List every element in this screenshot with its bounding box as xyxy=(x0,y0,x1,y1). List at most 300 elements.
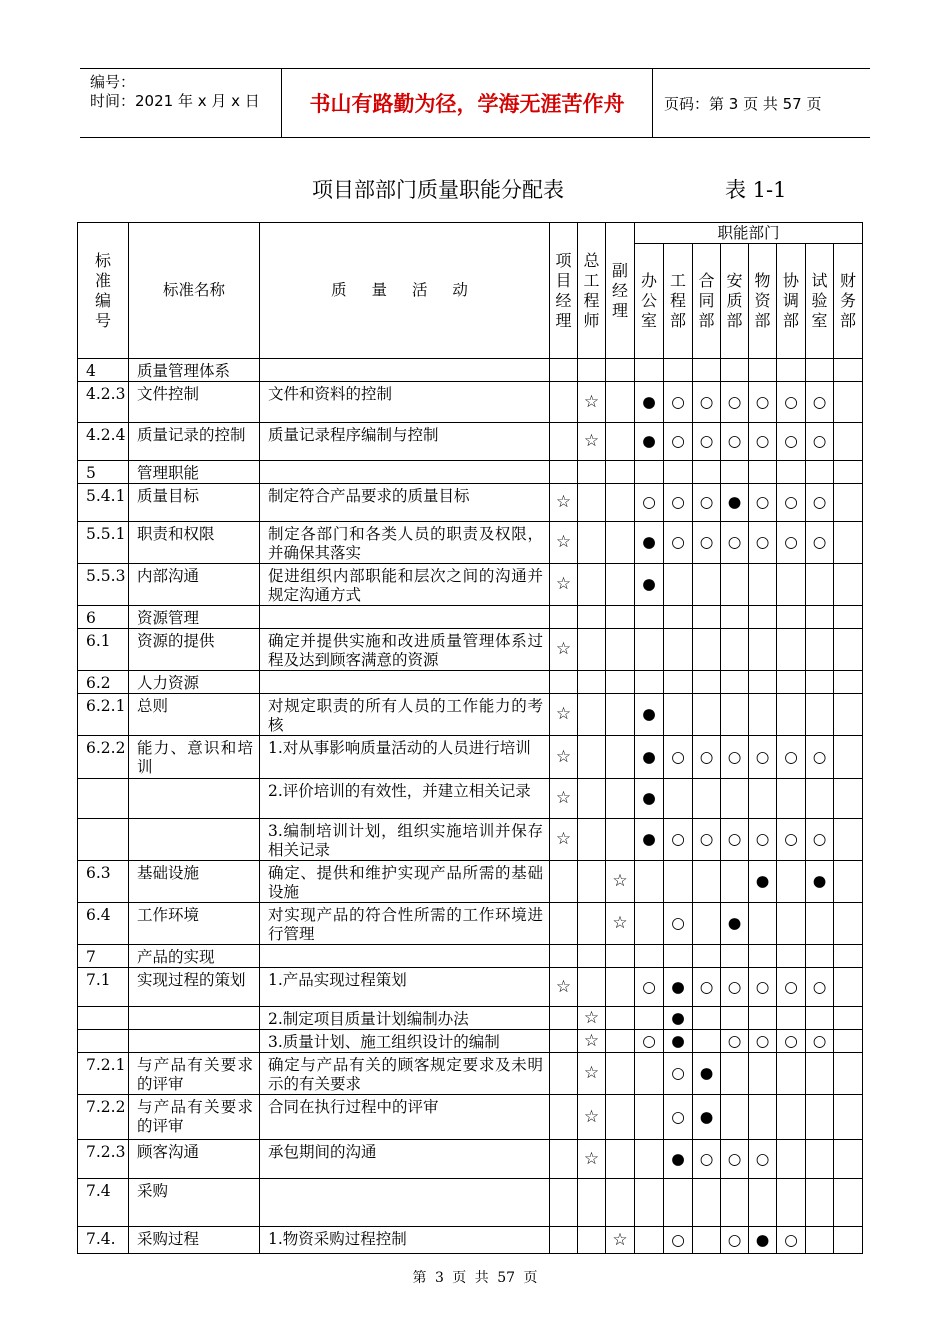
mark-cell xyxy=(606,779,635,819)
open-circle-mark: ○ xyxy=(693,736,721,779)
std-name: 与产品有关要求的评审 xyxy=(129,1053,260,1095)
star-mark: ☆ xyxy=(550,779,578,819)
mark-cell xyxy=(606,968,635,1007)
filled-circle-mark: ● xyxy=(635,423,664,461)
mark-cell xyxy=(578,1227,606,1254)
mark-cell xyxy=(606,522,635,564)
mark-cell xyxy=(749,945,777,968)
mark-cell xyxy=(635,1140,664,1179)
mark-cell xyxy=(578,484,606,522)
open-circle-mark: ○ xyxy=(721,968,749,1007)
quality-activity: 1.产品实现过程策划 xyxy=(260,968,550,1007)
open-circle-mark: ○ xyxy=(721,1227,749,1254)
open-circle-mark: ○ xyxy=(749,484,777,522)
std-name: 质量记录的控制 xyxy=(129,423,260,461)
mark-cell xyxy=(749,564,777,606)
star-mark: ☆ xyxy=(550,819,578,861)
std-no: 7.2.3 xyxy=(78,1140,129,1179)
mark-cell xyxy=(806,671,834,694)
mark-cell xyxy=(550,1095,578,1140)
mark-cell xyxy=(550,1227,578,1254)
table-row xyxy=(78,629,863,671)
header-dept: 财务部 xyxy=(834,244,863,359)
mark-cell xyxy=(721,861,749,903)
table-row xyxy=(78,1007,863,1030)
filled-circle-mark: ● xyxy=(693,1095,721,1140)
open-circle-mark: ○ xyxy=(693,968,721,1007)
mark-cell xyxy=(635,1227,664,1254)
quality-activity: 质量记录程序编制与控制 xyxy=(260,423,550,461)
table-row xyxy=(78,522,863,564)
mark-cell xyxy=(834,903,863,945)
std-no: 5 xyxy=(78,461,129,484)
mark-cell xyxy=(693,629,721,671)
mark-cell xyxy=(749,359,777,382)
quality-activity: 2.制定项目质量计划编制办法 xyxy=(260,1007,550,1030)
mark-cell xyxy=(578,629,606,671)
table-row xyxy=(78,484,863,522)
mark-cell xyxy=(635,861,664,903)
document-title: 项目部部门质量职能分配表 xyxy=(312,178,564,202)
open-circle-mark: ○ xyxy=(806,382,834,423)
table-row xyxy=(78,968,863,1007)
mark-cell xyxy=(749,1179,777,1227)
table-row xyxy=(78,1053,863,1095)
mark-cell xyxy=(606,423,635,461)
mark-cell xyxy=(693,359,721,382)
std-name: 能力、意识和培训 xyxy=(129,736,260,779)
header-dept: 物资部 xyxy=(749,244,777,359)
table-row xyxy=(78,564,863,606)
open-circle-mark: ○ xyxy=(806,736,834,779)
std-no: 6.2.2 xyxy=(78,736,129,779)
mark-cell xyxy=(806,694,834,736)
quality-activity: 2.评价培训的有效性，并建立相关记录 xyxy=(260,779,550,819)
mark-cell xyxy=(693,1007,721,1030)
header-dept: 合同部 xyxy=(693,244,721,359)
mark-cell xyxy=(550,1030,578,1053)
star-mark: ☆ xyxy=(578,1140,606,1179)
filled-circle-mark: ● xyxy=(635,736,664,779)
mark-cell xyxy=(550,1053,578,1095)
mark-cell xyxy=(777,629,806,671)
std-no: 7.4 xyxy=(78,1179,129,1227)
mark-cell xyxy=(550,423,578,461)
mark-cell xyxy=(693,861,721,903)
mark-cell xyxy=(635,629,664,671)
quality-activity: 制定各部门和各类人员的职责及权限，并确保其落实 xyxy=(260,522,550,564)
mark-cell xyxy=(664,629,693,671)
std-name: 资源的提供 xyxy=(129,629,260,671)
std-no: 4.2.3 xyxy=(78,382,129,423)
mark-cell xyxy=(834,671,863,694)
mark-cell xyxy=(777,1095,806,1140)
filled-circle-mark: ● xyxy=(635,779,664,819)
mark-cell xyxy=(777,694,806,736)
open-circle-mark: ○ xyxy=(749,522,777,564)
std-no: 6 xyxy=(78,606,129,629)
quality-activity: 承包期间的沟通 xyxy=(260,1140,550,1179)
table-row xyxy=(78,945,863,968)
mark-cell xyxy=(834,484,863,522)
mark-cell xyxy=(578,819,606,861)
std-no: 6.4 xyxy=(78,903,129,945)
mark-cell xyxy=(578,736,606,779)
table-row xyxy=(78,779,863,819)
mark-cell xyxy=(578,694,606,736)
table-row xyxy=(78,606,863,629)
quality-activity: 合同在执行过程中的评审 xyxy=(260,1095,550,1140)
std-name: 实现过程的策划 xyxy=(129,968,260,1007)
mark-cell xyxy=(664,1179,693,1227)
std-name: 文件控制 xyxy=(129,382,260,423)
quality-activity: 促进组织内部职能和层次之间的沟通并规定沟通方式 xyxy=(260,564,550,606)
filled-circle-mark: ● xyxy=(749,861,777,903)
std-name: 工作环境 xyxy=(129,903,260,945)
mark-cell xyxy=(721,1053,749,1095)
mark-cell xyxy=(606,736,635,779)
mark-cell xyxy=(578,564,606,606)
header-info xyxy=(80,69,282,137)
filled-circle-mark: ● xyxy=(806,861,834,903)
mark-cell xyxy=(749,694,777,736)
mark-cell xyxy=(749,903,777,945)
quality-activity xyxy=(260,1179,550,1227)
mark-cell xyxy=(664,671,693,694)
mark-cell xyxy=(721,945,749,968)
open-circle-mark: ○ xyxy=(777,484,806,522)
quality-activity: 确定、提供和维护实现产品所需的基础设施 xyxy=(260,861,550,903)
star-mark: ☆ xyxy=(550,522,578,564)
open-circle-mark: ○ xyxy=(721,382,749,423)
mark-cell xyxy=(693,461,721,484)
mark-cell xyxy=(806,359,834,382)
mark-cell xyxy=(664,945,693,968)
table-row xyxy=(78,694,863,736)
mark-cell xyxy=(664,861,693,903)
header-std-name: 标准名称 xyxy=(129,223,260,359)
mark-cell xyxy=(721,564,749,606)
header-std-no: 标准编号 xyxy=(78,223,129,359)
mark-cell xyxy=(721,359,749,382)
header-role: 项目经理 xyxy=(550,223,578,359)
table-row xyxy=(78,671,863,694)
filled-circle-mark: ● xyxy=(721,903,749,945)
open-circle-mark: ○ xyxy=(777,1030,806,1053)
mark-cell xyxy=(834,629,863,671)
quality-activity: 1.对从事影响质量活动的人员进行培训 xyxy=(260,736,550,779)
mark-cell xyxy=(664,606,693,629)
star-mark: ☆ xyxy=(550,736,578,779)
mark-cell xyxy=(606,1007,635,1030)
std-no: 7 xyxy=(78,945,129,968)
mark-cell xyxy=(806,1095,834,1140)
code-label: 编号： xyxy=(90,73,136,91)
mark-cell xyxy=(806,1179,834,1227)
mark-cell xyxy=(721,671,749,694)
header-dept-group: 职能部门 xyxy=(635,223,863,244)
mark-cell xyxy=(834,968,863,1007)
mark-cell xyxy=(834,522,863,564)
table-row xyxy=(78,903,863,945)
mark-cell xyxy=(664,779,693,819)
table-row xyxy=(78,359,863,382)
mark-cell xyxy=(806,1007,834,1030)
open-circle-mark: ○ xyxy=(806,1030,834,1053)
std-name xyxy=(129,1030,260,1053)
open-circle-mark: ○ xyxy=(664,1095,693,1140)
star-mark: ☆ xyxy=(550,694,578,736)
open-circle-mark: ○ xyxy=(749,968,777,1007)
std-no: 7.2.2 xyxy=(78,1095,129,1140)
mark-cell xyxy=(749,1053,777,1095)
std-no: 6.1 xyxy=(78,629,129,671)
star-mark: ☆ xyxy=(578,382,606,423)
std-no: 4 xyxy=(78,359,129,382)
mark-cell xyxy=(777,564,806,606)
open-circle-mark: ○ xyxy=(749,1030,777,1053)
mark-cell xyxy=(550,1007,578,1030)
open-circle-mark: ○ xyxy=(693,382,721,423)
mark-cell xyxy=(606,1095,635,1140)
quality-activity: 确定并提供实施和改进质量管理体系过程及达到顾客满意的资源 xyxy=(260,629,550,671)
star-mark: ☆ xyxy=(550,484,578,522)
std-name: 采购过程 xyxy=(129,1227,260,1254)
mark-cell xyxy=(635,671,664,694)
header-dept: 协调部 xyxy=(777,244,806,359)
mark-cell xyxy=(664,461,693,484)
mark-cell xyxy=(606,819,635,861)
open-circle-mark: ○ xyxy=(721,819,749,861)
std-name xyxy=(129,819,260,861)
std-no: 6.2 xyxy=(78,671,129,694)
star-mark: ☆ xyxy=(578,423,606,461)
mark-cell xyxy=(550,861,578,903)
mark-cell xyxy=(834,1095,863,1140)
mark-cell xyxy=(834,1007,863,1030)
open-circle-mark: ○ xyxy=(664,423,693,461)
mark-cell xyxy=(550,359,578,382)
open-circle-mark: ○ xyxy=(749,736,777,779)
std-name: 基础设施 xyxy=(129,861,260,903)
mark-cell xyxy=(635,1095,664,1140)
open-circle-mark: ○ xyxy=(721,1140,749,1179)
mark-cell xyxy=(693,779,721,819)
mark-cell xyxy=(834,564,863,606)
table-row xyxy=(78,861,863,903)
star-mark: ☆ xyxy=(550,629,578,671)
open-circle-mark: ○ xyxy=(777,968,806,1007)
page-header xyxy=(80,68,870,138)
mark-cell xyxy=(578,861,606,903)
mark-cell xyxy=(721,606,749,629)
filled-circle-mark: ● xyxy=(635,694,664,736)
table-number: 表 1-1 xyxy=(725,178,787,202)
filled-circle-mark: ● xyxy=(749,1227,777,1254)
mark-cell xyxy=(834,861,863,903)
filled-circle-mark: ● xyxy=(693,1053,721,1095)
open-circle-mark: ○ xyxy=(664,1227,693,1254)
mark-cell xyxy=(635,461,664,484)
mark-cell xyxy=(834,819,863,861)
mark-cell xyxy=(806,1140,834,1179)
header-activity: 质 量 活 动 xyxy=(260,223,550,359)
mark-cell xyxy=(664,694,693,736)
mark-cell xyxy=(834,359,863,382)
std-name: 人力资源 xyxy=(129,671,260,694)
star-mark: ☆ xyxy=(578,1007,606,1030)
mark-cell xyxy=(550,1140,578,1179)
mark-cell xyxy=(777,903,806,945)
quality-activity xyxy=(260,461,550,484)
mark-cell xyxy=(664,564,693,606)
mark-cell xyxy=(578,945,606,968)
mark-cell xyxy=(834,1140,863,1179)
open-circle-mark: ○ xyxy=(664,522,693,564)
std-no: 6.2.1 xyxy=(78,694,129,736)
open-circle-mark: ○ xyxy=(721,423,749,461)
mark-cell xyxy=(606,1179,635,1227)
mark-cell xyxy=(777,1007,806,1030)
mark-cell xyxy=(578,606,606,629)
filled-circle-mark: ● xyxy=(664,1007,693,1030)
std-name: 职责和权限 xyxy=(129,522,260,564)
mark-cell xyxy=(550,382,578,423)
mark-cell xyxy=(693,945,721,968)
mark-cell xyxy=(721,1007,749,1030)
mark-cell xyxy=(606,484,635,522)
mark-cell xyxy=(777,861,806,903)
mark-cell xyxy=(834,382,863,423)
open-circle-mark: ○ xyxy=(635,484,664,522)
filled-circle-mark: ● xyxy=(664,968,693,1007)
std-name: 与产品有关要求的评审 xyxy=(129,1095,260,1140)
mark-cell xyxy=(606,564,635,606)
mark-cell xyxy=(693,564,721,606)
open-circle-mark: ○ xyxy=(777,819,806,861)
mark-cell xyxy=(693,671,721,694)
mark-cell xyxy=(693,1030,721,1053)
open-circle-mark: ○ xyxy=(664,736,693,779)
mark-cell xyxy=(606,694,635,736)
mark-cell xyxy=(721,1095,749,1140)
mark-cell xyxy=(578,522,606,564)
mark-cell xyxy=(749,1007,777,1030)
quality-activity: 1.物资采购过程控制 xyxy=(260,1227,550,1254)
mark-cell xyxy=(606,606,635,629)
mark-cell xyxy=(578,968,606,1007)
star-mark: ☆ xyxy=(578,1095,606,1140)
mark-cell xyxy=(834,1227,863,1254)
quality-activity: 确定与产品有关的顾客规定要求及未明示的有关要求 xyxy=(260,1053,550,1095)
std-name: 管理职能 xyxy=(129,461,260,484)
mark-cell xyxy=(749,606,777,629)
page-label: 页码：第 3 页 共 57 页 xyxy=(664,94,822,113)
mark-cell xyxy=(749,1095,777,1140)
open-circle-mark: ○ xyxy=(721,1030,749,1053)
std-name: 总则 xyxy=(129,694,260,736)
table-row xyxy=(78,736,863,779)
open-circle-mark: ○ xyxy=(721,736,749,779)
mark-cell xyxy=(550,606,578,629)
mark-cell xyxy=(693,903,721,945)
std-no: 6.3 xyxy=(78,861,129,903)
open-circle-mark: ○ xyxy=(806,423,834,461)
motto: 书山有路勤为径，学海无涯苦作舟 xyxy=(282,69,653,137)
star-mark: ☆ xyxy=(550,968,578,1007)
mark-cell xyxy=(635,1179,664,1227)
mark-cell xyxy=(606,1053,635,1095)
open-circle-mark: ○ xyxy=(777,1227,806,1254)
mark-cell xyxy=(834,779,863,819)
quality-activity: 制定符合产品要求的质量目标 xyxy=(260,484,550,522)
star-mark: ☆ xyxy=(606,903,635,945)
mark-cell xyxy=(635,1007,664,1030)
std-no xyxy=(78,1030,129,1053)
mark-cell xyxy=(834,423,863,461)
table-row xyxy=(78,819,863,861)
open-circle-mark: ○ xyxy=(693,484,721,522)
mark-cell xyxy=(749,779,777,819)
std-no: 7.2.1 xyxy=(78,1053,129,1095)
filled-circle-mark: ● xyxy=(664,1030,693,1053)
star-mark: ☆ xyxy=(606,861,635,903)
mark-cell xyxy=(834,606,863,629)
header-dept: 办公室 xyxy=(635,244,664,359)
quality-activity: 对实现产品的符合性所需的工作环境进行管理 xyxy=(260,903,550,945)
mark-cell xyxy=(550,945,578,968)
std-name: 资源管理 xyxy=(129,606,260,629)
mark-cell xyxy=(578,359,606,382)
mark-cell xyxy=(578,779,606,819)
mark-cell xyxy=(606,945,635,968)
open-circle-mark: ○ xyxy=(721,522,749,564)
open-circle-mark: ○ xyxy=(749,423,777,461)
mark-cell xyxy=(721,461,749,484)
mark-cell xyxy=(777,945,806,968)
mark-cell xyxy=(834,736,863,779)
open-circle-mark: ○ xyxy=(749,382,777,423)
open-circle-mark: ○ xyxy=(635,1030,664,1053)
mark-cell xyxy=(777,1053,806,1095)
mark-cell xyxy=(606,461,635,484)
open-circle-mark: ○ xyxy=(664,382,693,423)
page-footer: 第 3 页 共 57 页 xyxy=(412,1270,538,1286)
table-row xyxy=(78,1030,863,1053)
open-circle-mark: ○ xyxy=(777,382,806,423)
mark-cell xyxy=(550,903,578,945)
table-row xyxy=(78,1140,863,1179)
open-circle-mark: ○ xyxy=(777,522,806,564)
quality-function-table xyxy=(77,222,863,1254)
mark-cell xyxy=(693,606,721,629)
mark-cell xyxy=(693,1227,721,1254)
star-mark: ☆ xyxy=(578,1053,606,1095)
mark-cell xyxy=(606,629,635,671)
open-circle-mark: ○ xyxy=(749,1140,777,1179)
filled-circle-mark: ● xyxy=(664,1140,693,1179)
std-no xyxy=(78,1007,129,1030)
mark-cell xyxy=(777,359,806,382)
open-circle-mark: ○ xyxy=(664,903,693,945)
mark-cell xyxy=(834,694,863,736)
mark-cell xyxy=(834,1179,863,1227)
quality-activity xyxy=(260,945,550,968)
open-circle-mark: ○ xyxy=(635,968,664,1007)
std-no: 5.5.1 xyxy=(78,522,129,564)
mark-cell xyxy=(749,671,777,694)
header-dept: 工程部 xyxy=(664,244,693,359)
